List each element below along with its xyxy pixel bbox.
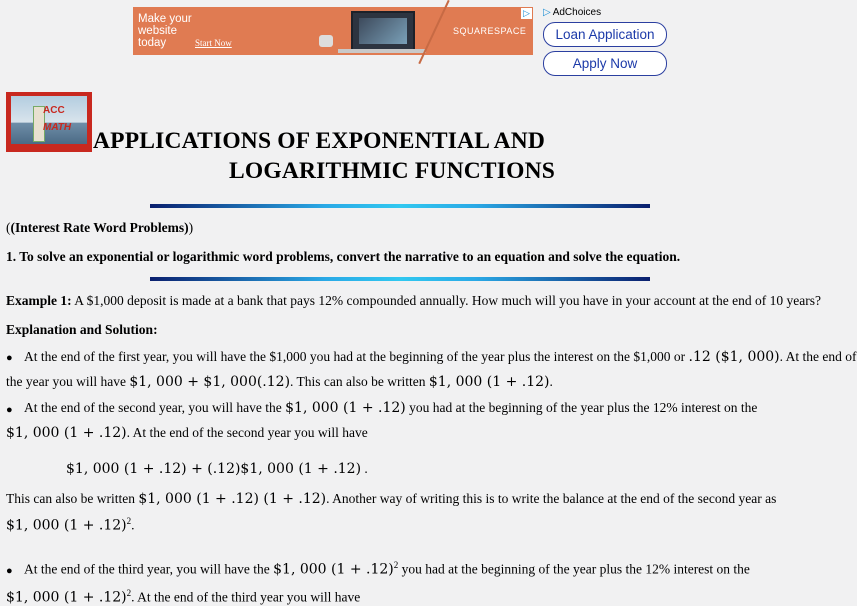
subtitle: ((Interest Rate Word Problems)) — [6, 220, 194, 235]
logo-text-line2: MATH — [43, 122, 72, 133]
bullet-icon: ● — [6, 404, 13, 416]
para2-equation-end: . — [364, 461, 368, 476]
site-logo[interactable] — [6, 92, 92, 152]
ad-headline[interactable]: Make your website today — [138, 13, 192, 49]
para1-line1-text: At the end of the first year, you will have the $1,000 you had at the beginning of the year plus the interest on the $1,000 or — [24, 349, 686, 364]
math-expression: $1, 000 (1 + .12) — [6, 589, 127, 606]
adchoices-link[interactable] — [543, 7, 601, 18]
bullet-icon: ● — [6, 352, 13, 364]
exponent: 2 — [126, 516, 132, 526]
example-1-text: A $1,000 deposit is made at a bank that pays 12% compounded annually. How much will you have in your account at the end of 10 years? — [74, 293, 821, 308]
lighthouse-image — [11, 96, 87, 144]
math-expression: $1, 000 (1 + .12) — [428, 374, 550, 390]
math-equation: $1, 000 (1 + .12) + (.12)$1, 000 (1 + .12) — [66, 461, 362, 477]
para2-line1-end: you had at the beginning of the year plus the 12% interest on the — [409, 400, 758, 415]
math-expression: $1, 000 (1 + .12) — [6, 425, 127, 441]
para3-line1-text: At the end of the third year, you will have the — [24, 561, 270, 577]
example-1 — [6, 293, 821, 309]
ad-laptop-image — [351, 11, 415, 51]
para3-line2-end: . At the end of the third year you will have — [131, 589, 361, 605]
ad-laptop-base — [338, 49, 426, 53]
exponent: 2 — [126, 588, 132, 598]
para2-line3 — [6, 491, 776, 507]
para2-line2 — [6, 425, 368, 441]
para2-line1-text: At the end of the second year, you will have the — [24, 400, 282, 415]
math-expression: .12 ($1, 000) — [688, 349, 780, 365]
ad-info-icon[interactable]: ▷ — [521, 8, 532, 19]
para1-line2-end: . — [549, 374, 553, 389]
explanation-heading: Explanation and Solution: — [6, 322, 158, 337]
divider-rule — [150, 277, 650, 281]
example-1-label: Example 1: — [6, 293, 72, 308]
subtitle-text: (Interest Rate Word Problems) — [10, 220, 189, 235]
ad-start-now-link[interactable]: Start Now — [195, 38, 232, 48]
math-expression: $1, 000 (1 + .12) — [273, 561, 394, 578]
para3-line2 — [6, 588, 360, 606]
apply-now-button[interactable]: Apply Now — [543, 51, 667, 76]
divider-rule — [150, 204, 650, 208]
para1-line1 — [24, 349, 857, 365]
para2-line3-text: This can also be written — [6, 491, 135, 506]
ad-banner[interactable] — [133, 7, 533, 55]
math-expression: $1, 000 + $1, 000(.12) — [129, 374, 291, 390]
bullet-icon: ● — [6, 565, 13, 577]
para1-line2 — [6, 374, 553, 390]
ad-divider — [418, 0, 449, 64]
math-expression: $1, 000 (1 + .12) — [6, 517, 127, 534]
squarespace-logo: SQUARESPACE — [453, 26, 527, 36]
para2-line2-end: . At the end of the second year you will have — [126, 425, 368, 440]
loan-application-button[interactable]: Loan Application — [543, 22, 667, 47]
para2-line1 — [24, 400, 757, 416]
exponent: 2 — [393, 560, 399, 570]
para1-line2-mid: . This can also be written — [290, 374, 426, 389]
page-title-line1: APPLICATIONS OF EXPONENTIAL AND — [93, 128, 546, 154]
para2-line3-end: . Another way of writing this is to write the balance at the end of the second year as — [326, 491, 777, 506]
math-expression: $1, 000 (1 + .12) (1 + .12) — [138, 491, 327, 507]
para3-line1-end: you had at the beginning of the year plus the 12% interest on the — [401, 561, 750, 577]
para2-equation — [66, 461, 368, 477]
ad-camera-image — [319, 35, 333, 47]
para2-line4 — [6, 516, 135, 534]
para2-line4-end: . — [131, 517, 135, 533]
para1-line1-end: . At the end of — [779, 349, 857, 364]
para1-line2-text: the year you will have — [6, 374, 126, 389]
adchoices-icon: ▷ — [543, 7, 551, 18]
point-1: 1. To solve an exponential or logarithmic word problems, convert the narrative to an equation and solve the equation. — [6, 249, 681, 264]
adchoices-label: AdChoices — [552, 7, 602, 18]
math-expression: $1, 000 (1 + .12) — [285, 400, 406, 416]
page-title-line2: LOGARITHMIC FUNCTIONS — [229, 158, 556, 184]
logo-text-line1: ACC — [43, 105, 65, 116]
para3-line1 — [24, 560, 750, 578]
